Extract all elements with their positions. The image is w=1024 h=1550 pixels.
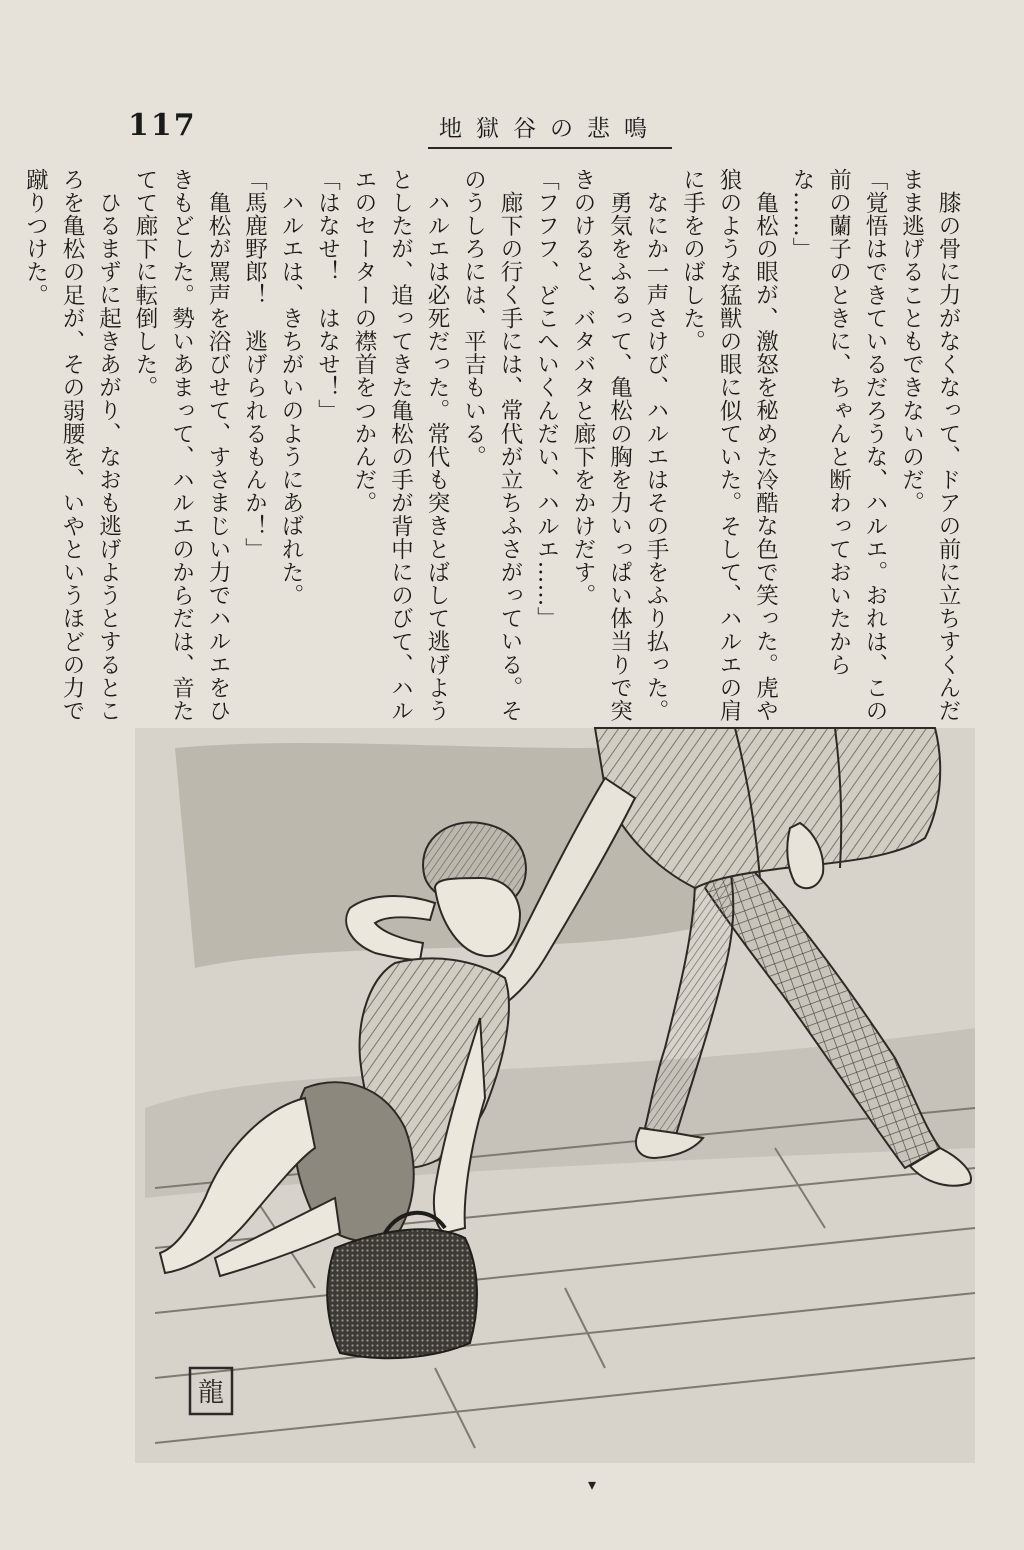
paragraph-1: 膝の骨に力がなくなって、ドアの前に立ちすくんだまま逃げることもできないのだ。 — [898, 168, 961, 722]
paragraph-12: 亀松が罵声を浴びせて、すさまじい力でハルエをひきもどした。勢いあまって、ハルエのからだは、音たてて廊下に転倒した。 — [132, 168, 231, 723]
paragraph-9: 「はなせ！ はなせ！」 — [314, 168, 341, 423]
footer-mark: ▾ — [588, 1475, 597, 1494]
paragraph-13: ひるまずに起きあがり、なおも逃げようとするところを亀松の足が、その弱腰を、いやというほどの力で蹴りつけた。 — [22, 168, 122, 723]
paragraph-4: なにか一声さけび、ハルエはその手をふり払った。 — [643, 190, 669, 722]
paragraph-8: ハルエは必死だった。常代も突きとばして逃げようとしたが、追ってきた亀松の手が背中にのびて、ハルエのセーターの襟首をつかんだ。 — [351, 168, 450, 723]
paragraph-11: 「馬鹿野郎！ 逃げられるもんか！」 — [241, 168, 268, 561]
illustration — [135, 728, 975, 1463]
body-text — [22, 168, 966, 728]
paragraph-5: 勇気をふるって、亀松の胸を力いっぱい体当りで突きのけると、バタバタと廊下をかけだす。 — [570, 168, 633, 722]
running-title: 地獄谷の悲鳴 — [428, 110, 672, 149]
artist-seal-text: 龍 — [197, 1378, 225, 1408]
page-number: 117 — [128, 108, 197, 143]
paragraph-10: ハルエは、きちがいのようにあばれた。 — [278, 190, 304, 607]
paragraph-3: 亀松の眼が、激怒を秘めた冷酷な色で笑った。虎や狼のような猛獣の眼に似ていた。そして、ハルエの肩に手をのばした。 — [679, 168, 779, 723]
paragraph-6: 「フフフ、どこへいくんだい、ハルエ……」 — [533, 168, 560, 630]
woman-bag — [327, 1229, 477, 1358]
paragraph-2: 「覚悟はできているだろうな、ハルエ。おれは、この前の蘭子のときに、ちゃんと断わっておいたからな……」 — [789, 168, 888, 723]
paragraph-7: 廊下の行く手には、常代が立ちふさがっている。そのうしろには、平吉もいる。 — [460, 168, 523, 722]
